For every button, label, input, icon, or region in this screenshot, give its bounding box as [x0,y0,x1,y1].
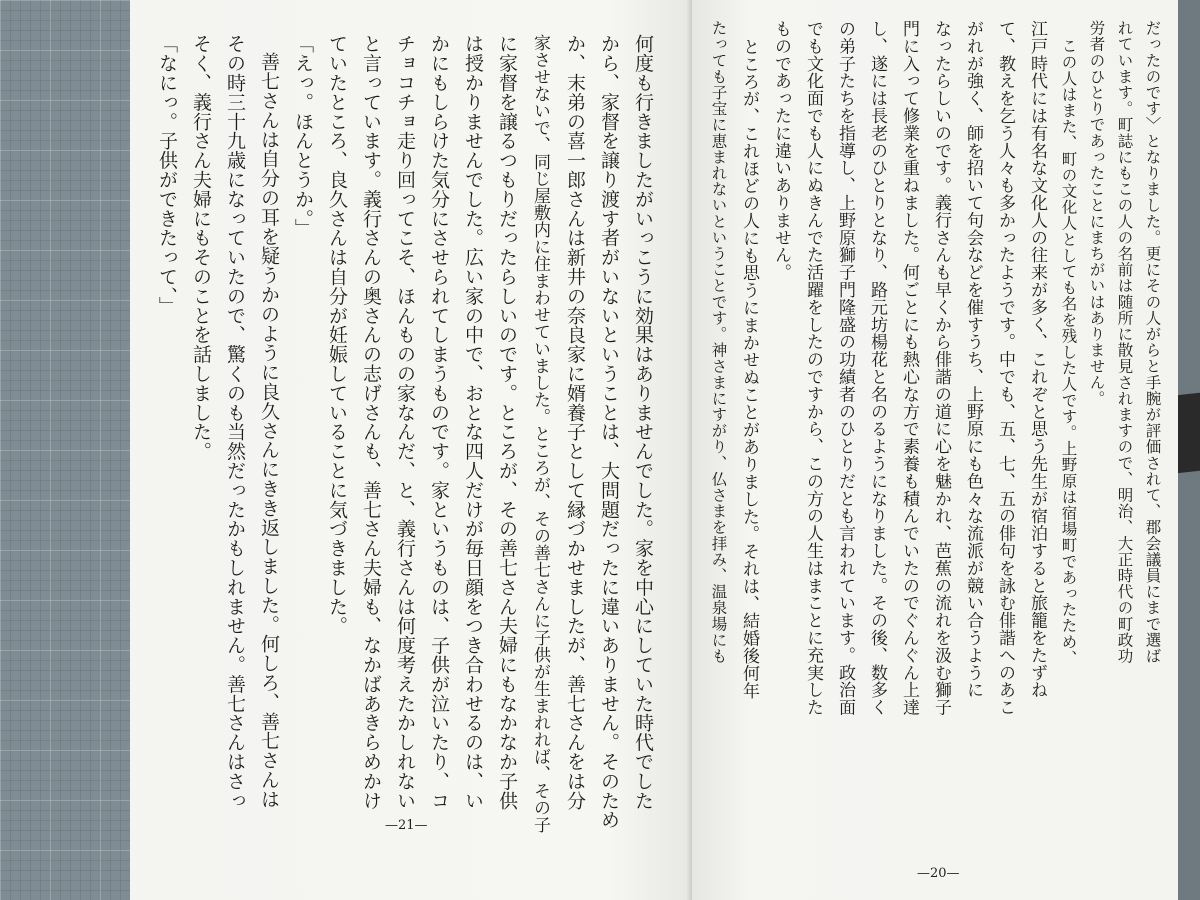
text-column: 「えっ。ほんとうか。」 [292,34,314,238]
text-column: なったらしいのです。義行さんも早くから俳諧の道に心を魅かれ、芭蕉の流れを汲む獅子 [931,20,951,716]
text-column: 「なにっ。子供ができたって、」 [156,34,178,316]
text-column: だったのです〉となりました。更にその人がらと手腕が評価されて、郡会議員にまで選ば [1143,20,1162,664]
text-column: ものであったに違いありません。 [771,20,791,281]
text-column: たっても子宝に恵まれないということです。神さまにすがり、仏さまを拝み、温泉場にも [709,20,728,664]
text-column: ところが、これほどの人にも思うにまかせぬことがありました。それは、結婚後何年 [739,38,759,700]
text-column: は授かりませんでした。広い家の中で、おとな四人だけが毎日顔をつき合わせるのは、い [462,34,484,810]
text-column: 江戸時代には有名な文化人の往来が多く、これぞと思う先生が宿泊すると旅籠をたずね [1027,20,1047,699]
text-column: し、遂には長老のひとりとなり、路元坊楊花と名のるようになりました。その後、数多く [867,20,887,716]
text-column: 家させないで、同じ屋敷内に住まわせていました。ところが、その善七さんに子供が生まれれば、その子 [530,34,550,833]
text-column: れています。町誌にもこの人の名前は随所に散見されますので、明治、大正時代の町政功 [1115,20,1134,664]
text-column: 労者のひとりであったことにまちがいはありません。 [1087,20,1106,407]
page-right [692,0,1178,900]
text-column: ていたところ、良久さんは自分が妊娠していることに気づきました。 [326,34,348,636]
text-column: そく、義行さん夫婦にもそのことを話しました。 [190,34,212,461]
text-column: の弟子たちを指導し、上野原獅子門隆盛の功績者のひとりだとも言われています。政治面 [835,20,855,716]
text-column: 何度も行きましたがいっこうに効果はありませんでした。家を中心にしていた時代でした [632,34,654,810]
text-column: その時三十九歳になっていたので、驚くのも当然だったかもしれません。善七さんはさっ [224,34,246,810]
text-column: 門に入って修業を重ねました。何ごとにも熱心な方で素養も積んでいたのでぐんぐん上達 [899,20,919,716]
text-column: と言っています。義行さんの奥さんの志げさんも、善七さん夫婦も、なかばあきらめかけ [360,34,382,810]
text-column: がれが強く、師を招いて句会などを催すうち、上野原にも色々な流派が競い合うように [963,20,983,699]
text-column: から、家督を譲り渡す者がいないということは、大問題だったに違いありません。そのため [598,34,620,830]
text-column: 善七さんは自分の耳を疑うかのように良久さんにきき返しました。何しろ、善七さんは [258,52,280,809]
cutting-mat-background [0,0,140,900]
page-left [130,0,692,900]
text-column: に家督を譲るつもりだったらしいのです。ところが、その善七さん夫婦にもなかなか子供 [496,34,518,810]
page-number: —20— [917,866,960,881]
page-number: —21— [385,818,428,833]
open-book [130,0,1178,900]
text-column: て、教えを乞う人々も多かったようです。中でも、五、七、五の俳句を詠む俳諧へのあこ [995,20,1015,716]
text-column: か、末弟の喜一郎さんは新井の奈良家に婿養子として縁づかせましたが、善七さんをは分 [564,34,586,810]
text-column: でも文化面でも人にぬきんでた活躍をしたのですから、この方の人生はまことに充実した [803,20,823,716]
text-column: この人はまた、町の文化人としても名を残した人です。上野原は宿場町であったため、 [1059,38,1078,666]
text-column: かにもしらけた気分にさせられてしまうものです。家というものは、子供が泣いたり、コ [428,34,450,810]
text-column: チョコチョ走り回ってこそ、ほんものの家なんだ、と、義行さんは何度考えたかしれない [394,34,416,810]
